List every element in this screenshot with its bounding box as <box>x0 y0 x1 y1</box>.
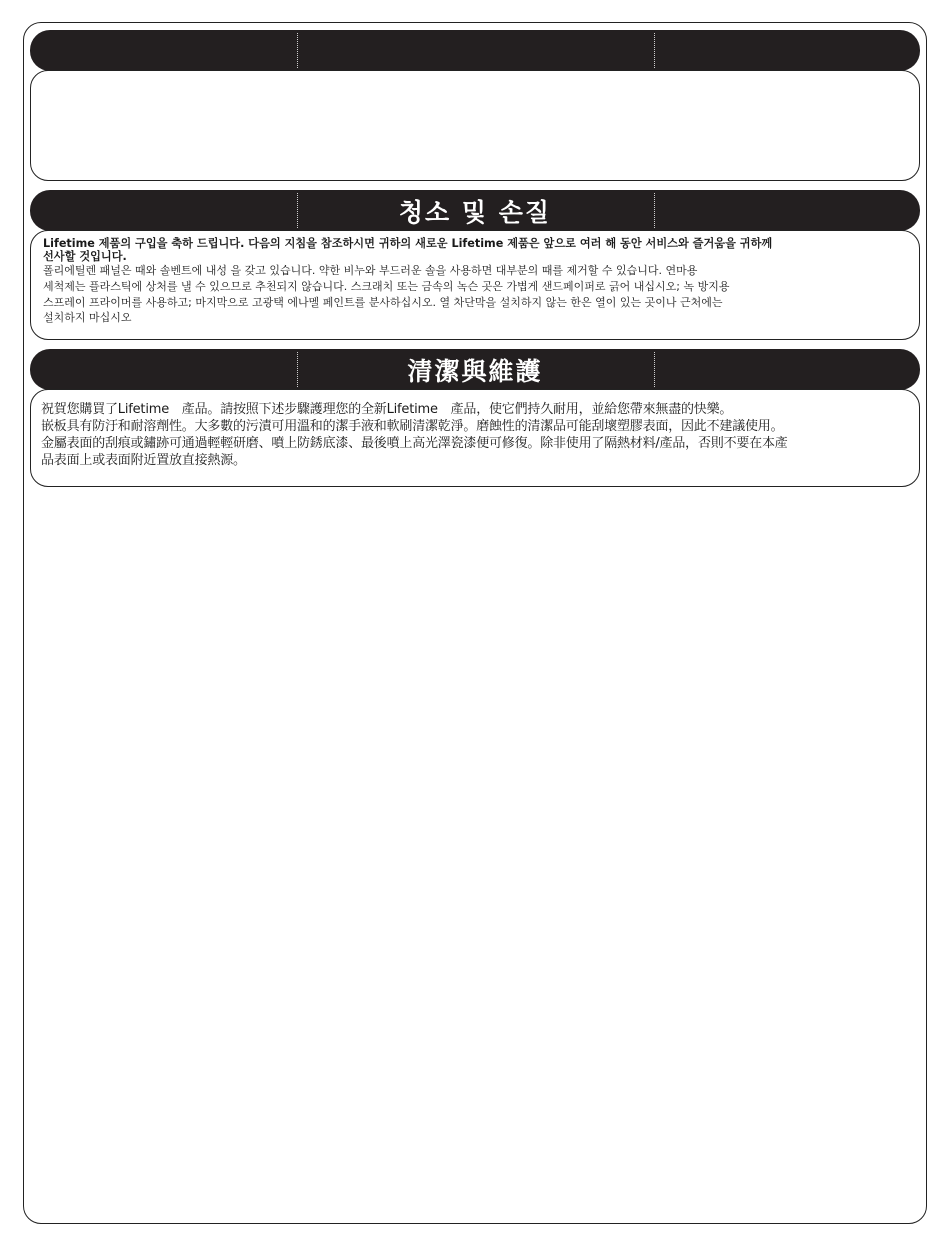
korean-content-box <box>30 230 920 340</box>
chinese-content-box <box>30 389 920 487</box>
korean-body-line-2: 세척제는 플라스틱에 상처를 낼 수 있으므로 추천되지 않습니다. 스크래치 또는 금속의 녹슨 곳은 가볍게 샌드페이퍼로 긁어 내십시오; 녹 방지용 <box>43 280 730 293</box>
korean-body-line-1: 폴리에틸렌 패널은 때와 솔벤트에 내성 을 갖고 있습니다. 약한 비누와 부드러운 솔을 사용하면 대부분의 때를 제거할 수 있습니다. 연마용 <box>43 264 698 277</box>
section-header-korean <box>30 190 920 231</box>
section-title-chinese: 清潔與維護 <box>407 356 543 386</box>
korean-intro-line-2: 선사할 것입니다. <box>43 250 127 263</box>
chinese-body-line-4: 品表面上或表面附近置放直接熱源。 <box>41 453 246 468</box>
korean-body-line-4: 설치하지 마십시오 <box>43 311 132 324</box>
korean-body-line-3: 스프레이 프라이머를 사용하고; 마지막으로 고광택 에나멜 페인트를 분사하십시오. 열 차단막을 설치하지 않는 한은 열이 있는 곳이나 근처에는 <box>43 296 723 309</box>
korean-intro-line-1: Lifetime 제품의 구입을 축하 드립니다. 다음의 지침을 참조하시면 귀하의 새로운 Lifetime 제품은 앞으로 여러 해 동안 서비스와 즐거움을 귀하께 <box>43 237 773 250</box>
section-title-empty <box>30 30 920 71</box>
chinese-body-line-1: 祝賀您購買了Lifetime 產品。請按照下述步驟護理您的全新Lifetime 產品，使它們持久耐用，並給您帶來無盡的快樂。 <box>41 402 733 417</box>
section-title-korean: 청소 및 손질 <box>398 197 552 227</box>
section-header-empty <box>30 30 920 71</box>
chinese-body-line-2: 嵌板具有防汙和耐溶劑性。大多數的污漬可用溫和的潔手液和軟刷清潔乾淨。磨蝕性的清潔品可能刮壞塑膠表面，因此不建議使用。 <box>41 419 784 434</box>
chinese-body-line-3: 金屬表面的刮痕或鏽跡可通過輕輕研磨、噴上防銹底漆、最後噴上高光澤瓷漆便可修復。除非使用了隔熱材料/產品，否則不要在本產 <box>41 436 788 451</box>
empty-content-box <box>30 70 920 181</box>
section-header-chinese <box>30 349 920 390</box>
